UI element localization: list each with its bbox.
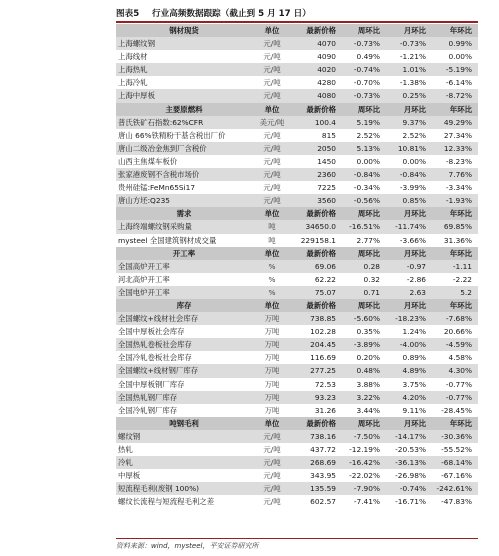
table-row xyxy=(116,469,478,482)
unit-cell: 元/吨 xyxy=(252,456,292,469)
wow-change: -5.60% xyxy=(342,312,386,325)
column-header: 周环比 xyxy=(342,24,386,37)
yoy-change: -68.14% xyxy=(432,456,478,469)
row-label: 上海终端螺纹钢采购量 xyxy=(116,220,252,233)
unit-cell: 万吨 xyxy=(252,312,292,325)
yoy-change: -8.72% xyxy=(432,89,478,102)
table-row xyxy=(116,50,478,63)
table-row xyxy=(116,220,478,233)
wow-change: 3.88% xyxy=(356,379,380,389)
table-row xyxy=(116,443,478,456)
table-row xyxy=(116,155,478,168)
wow-change: -0.73% xyxy=(342,37,386,50)
row-label: 全国冷轧卷板社会库存 xyxy=(118,353,192,363)
yoy-change: 49.29% xyxy=(432,116,478,129)
row-label: 全国高炉开工率 xyxy=(116,260,252,273)
mom-change: -26.98% xyxy=(395,471,426,481)
mom-change: 0.89% xyxy=(402,353,426,363)
column-header: 最新价格 xyxy=(292,417,342,430)
yoy-change: 0.99% xyxy=(432,37,478,50)
row-label: 上海冷轧 xyxy=(118,78,148,88)
latest-value: 72.53 xyxy=(314,379,336,389)
row-label: 上海螺纹钢 xyxy=(116,37,252,50)
yoy-change: 69.85% xyxy=(432,220,478,233)
unit-cell: 元/吨 xyxy=(263,52,281,62)
table-row xyxy=(116,168,478,181)
wow-change: -16.42% xyxy=(342,456,386,469)
latest-value: 4070 xyxy=(292,37,342,50)
table-row xyxy=(116,273,478,286)
table-row xyxy=(116,364,478,377)
row-label: 上海线材 xyxy=(118,52,148,62)
section-header-row xyxy=(116,103,478,116)
yoy-change: -0.77% xyxy=(432,391,478,404)
row-label: 全国中厚板社会库存 xyxy=(118,327,185,337)
table-row xyxy=(116,391,478,404)
latest-value: 437.72 xyxy=(310,445,336,454)
mom-change: -16.71% xyxy=(395,497,426,507)
column-header: 单位 xyxy=(252,103,292,116)
mom-change: -2.86 xyxy=(406,274,426,284)
table-row xyxy=(116,129,478,142)
latest-value: 31.26 xyxy=(314,405,336,415)
table-row xyxy=(116,351,478,364)
mom-change: -20.53% xyxy=(395,445,426,454)
wow-change: -16.51% xyxy=(342,220,386,233)
latest-value: 738.85 xyxy=(292,312,342,325)
latest-value: 2360 xyxy=(292,168,342,181)
row-label: 冷轧 xyxy=(116,456,252,469)
yoy-change: -3.34% xyxy=(445,183,472,193)
unit-cell: 万吨 xyxy=(252,338,292,351)
wow-change: -0.56% xyxy=(342,194,386,207)
latest-value: 602.57 xyxy=(310,497,336,507)
table-row xyxy=(116,482,478,495)
section-header-row xyxy=(116,24,478,37)
column-header: 单位 xyxy=(252,299,292,312)
unit-cell: 元/吨 xyxy=(252,430,292,443)
unit-cell: 万吨 xyxy=(264,379,280,389)
yoy-change: -6.14% xyxy=(445,78,472,88)
mom-change: 3.75% xyxy=(402,379,426,389)
table-row xyxy=(116,456,478,469)
mom-change: -1.38% xyxy=(399,78,426,88)
row-label: 贵州硅锰:FeMn65Si17 xyxy=(118,183,196,193)
unit-cell: 元/吨 xyxy=(263,497,281,507)
latest-value: 204.45 xyxy=(292,338,342,351)
unit-cell: 万吨 xyxy=(252,364,292,377)
mom-change: -0.73% xyxy=(386,37,432,50)
mom-change: 0.00% xyxy=(402,156,426,166)
yoy-change: -8.23% xyxy=(445,156,472,166)
latest-value: 1450 xyxy=(317,156,336,166)
row-label: 螺纹长流程与短流程毛利之差 xyxy=(118,497,215,507)
wow-change: 0.48% xyxy=(342,364,386,377)
yoy-change: 27.34% xyxy=(443,130,472,140)
wow-change: 0.35% xyxy=(356,327,380,337)
table-row xyxy=(116,63,478,76)
column-header: 周环比 xyxy=(342,299,386,312)
mom-change: -3.66% xyxy=(399,235,426,245)
wow-change: -22.02% xyxy=(349,471,380,481)
column-header: 周环比 xyxy=(342,103,386,116)
wow-change: 0.20% xyxy=(356,353,380,363)
table-row xyxy=(116,116,478,129)
column-header: 月环比 xyxy=(386,24,432,37)
mom-change: -14.17% xyxy=(386,430,432,443)
unit-cell: 元/吨 xyxy=(263,183,281,193)
table-row xyxy=(116,89,478,102)
unit-cell: 万吨 xyxy=(252,391,292,404)
column-header: 月环比 xyxy=(386,207,432,220)
latest-value: 815 xyxy=(321,130,336,140)
table-row xyxy=(116,37,478,50)
mom-change: 9.11% xyxy=(402,405,426,415)
wow-change: 0.71 xyxy=(342,286,386,299)
yoy-change: 20.66% xyxy=(443,327,472,337)
wow-change: 0.32 xyxy=(363,274,380,284)
mom-change: 4.89% xyxy=(386,364,432,377)
wow-change: -7.41% xyxy=(353,497,380,507)
yoy-change: -1.11 xyxy=(432,260,478,273)
yoy-change: 5.2 xyxy=(432,286,478,299)
section-header-row xyxy=(116,299,478,312)
wow-change: 0.00% xyxy=(356,156,380,166)
mom-change: -11.74% xyxy=(386,220,432,233)
yoy-change: -242.61% xyxy=(432,482,478,495)
row-label: 上海中厚板 xyxy=(116,89,252,102)
section-title: 库存 xyxy=(116,299,252,312)
yoy-change: -7.68% xyxy=(432,312,478,325)
yoy-change: -47.83% xyxy=(441,497,472,507)
unit-cell: % xyxy=(268,274,276,284)
mom-change: -36.13% xyxy=(386,456,432,469)
wow-change: 0.28 xyxy=(342,260,386,273)
table-row xyxy=(116,378,478,391)
table-row xyxy=(116,404,478,417)
column-header: 最新价格 xyxy=(292,247,342,260)
table-row xyxy=(116,325,478,338)
unit-cell: 元/吨 xyxy=(252,63,292,76)
row-label: 螺纹钢 xyxy=(116,430,252,443)
yoy-change: -30.36% xyxy=(432,430,478,443)
table-body xyxy=(116,24,478,508)
latest-value: 93.23 xyxy=(292,391,342,404)
mom-change: 2.52% xyxy=(402,130,426,140)
row-label: 唐山二级冶金焦到厂含税价 xyxy=(116,142,252,155)
unit-cell: 元/吨 xyxy=(252,142,292,155)
unit-cell: 元/吨 xyxy=(252,89,292,102)
unit-cell: 元/吨 xyxy=(263,445,281,454)
row-label: mysteel 全国建筑钢材成交量 xyxy=(118,235,217,245)
unit-cell: 吨 xyxy=(252,220,292,233)
table-row xyxy=(116,430,478,443)
wow-change: 3.22% xyxy=(342,391,386,404)
wow-change: -12.19% xyxy=(349,445,380,454)
column-header: 单位 xyxy=(252,207,292,220)
row-label: 全国电炉开工率 xyxy=(116,286,252,299)
wow-change: 2.77% xyxy=(356,235,380,245)
unit-cell: 元/吨 xyxy=(252,482,292,495)
unit-cell: 吨 xyxy=(268,235,276,245)
unit-cell: 美元/吨 xyxy=(252,116,292,129)
row-label: 全国螺纹+线材钢厂库存 xyxy=(116,364,252,377)
table-row xyxy=(116,194,478,207)
wow-change: 2.52% xyxy=(356,130,380,140)
column-header: 年环比 xyxy=(432,299,478,312)
figure-title-text: 行业高频数据跟踪（截止到 5 月 17 日） xyxy=(152,9,311,19)
latest-value: 3560 xyxy=(292,194,342,207)
mom-change: 9.37% xyxy=(386,116,432,129)
yoy-change: -55.52% xyxy=(441,445,472,454)
column-header: 周环比 xyxy=(342,417,386,430)
row-label: 全国中厚板钢厂库存 xyxy=(118,379,185,389)
table-row xyxy=(116,181,478,194)
latest-value: 116.69 xyxy=(310,353,336,363)
row-label: 全国热轧卷板社会库存 xyxy=(116,338,252,351)
column-header: 年环比 xyxy=(432,207,478,220)
row-label: 山西主焦煤车板价 xyxy=(118,156,178,166)
unit-cell: 万吨 xyxy=(264,353,280,363)
table-row xyxy=(116,142,478,155)
unit-cell: 元/吨 xyxy=(263,130,281,140)
column-header: 最新价格 xyxy=(292,24,342,37)
yoy-change: -1.93% xyxy=(432,194,478,207)
latest-value: 69.06 xyxy=(292,260,342,273)
row-label: 河北高炉开工率 xyxy=(118,274,170,284)
section-title: 吨钢毛利 xyxy=(116,417,252,430)
column-header: 年环比 xyxy=(432,24,478,37)
wow-change: -0.34% xyxy=(353,183,380,193)
footer-rule xyxy=(116,538,478,539)
unit-cell: 元/吨 xyxy=(263,78,281,88)
mom-change: -3.99% xyxy=(399,183,426,193)
row-label: 唐山方坯:Q235 xyxy=(116,194,252,207)
mom-change: 4.20% xyxy=(386,391,432,404)
latest-value: 277.25 xyxy=(292,364,342,377)
table-row xyxy=(116,312,478,325)
section-header-row xyxy=(116,417,478,430)
mom-change: -0.74% xyxy=(386,482,432,495)
wow-change: -0.74% xyxy=(342,63,386,76)
latest-value: 4280 xyxy=(317,78,336,88)
latest-value: 343.95 xyxy=(310,471,336,481)
row-label: 普氏铁矿石指数:62%CFR xyxy=(116,116,252,129)
unit-cell: 元/吨 xyxy=(252,37,292,50)
latest-value: 135.59 xyxy=(292,482,342,495)
latest-value: 268.69 xyxy=(292,456,342,469)
mom-change: 0.85% xyxy=(386,194,432,207)
latest-value: 7225 xyxy=(317,183,336,193)
row-label: 热轧 xyxy=(118,445,133,454)
latest-value: 34650.0 xyxy=(292,220,342,233)
unit-cell: % xyxy=(252,260,292,273)
unit-cell: % xyxy=(252,286,292,299)
wow-change: 5.19% xyxy=(342,116,386,129)
yoy-change: -0.77% xyxy=(445,379,472,389)
row-label: 全国冷轧钢厂库存 xyxy=(118,405,178,415)
latest-value: 4020 xyxy=(292,63,342,76)
section-title: 需求 xyxy=(116,207,252,220)
yoy-change: -4.59% xyxy=(432,338,478,351)
column-header: 周环比 xyxy=(342,247,386,260)
column-header: 最新价格 xyxy=(292,207,342,220)
figure-title xyxy=(116,7,311,19)
data-table xyxy=(116,24,478,508)
yoy-change: 0.00% xyxy=(448,52,472,62)
unit-cell: 万吨 xyxy=(264,327,280,337)
row-label: 张家港废钢不含税市场价 xyxy=(116,168,252,181)
title-rule xyxy=(116,21,478,23)
column-header: 周环比 xyxy=(342,207,386,220)
column-header: 年环比 xyxy=(432,417,478,430)
wow-change: -7.50% xyxy=(342,430,386,443)
unit-cell: 元/吨 xyxy=(252,194,292,207)
wow-change: -3.89% xyxy=(342,338,386,351)
wow-change: 0.49% xyxy=(356,52,380,62)
yoy-change: 4.30% xyxy=(432,364,478,377)
latest-value: 2050 xyxy=(292,142,342,155)
section-title: 钢材现货 xyxy=(116,24,252,37)
yoy-change: -5.19% xyxy=(432,63,478,76)
column-header: 最新价格 xyxy=(292,299,342,312)
mom-change: 1.24% xyxy=(402,327,426,337)
table-row xyxy=(116,495,478,508)
mom-change: -0.84% xyxy=(386,168,432,181)
latest-value: 229158.1 xyxy=(300,235,336,245)
section-header-row xyxy=(116,247,478,260)
row-label: 中厚板 xyxy=(118,471,141,481)
latest-value: 62.22 xyxy=(314,274,336,284)
column-header: 单位 xyxy=(252,417,292,430)
section-header-row xyxy=(116,207,478,220)
latest-value: 4090 xyxy=(317,52,336,62)
mom-change: -1.21% xyxy=(399,52,426,62)
mom-change: -0.97 xyxy=(386,260,432,273)
column-header: 年环比 xyxy=(432,103,478,116)
table-row xyxy=(116,260,478,273)
wow-change: -0.84% xyxy=(342,168,386,181)
mom-change: 0.25% xyxy=(386,89,432,102)
source-note: 资料来源：wind，mysteel，平安证券研究所 xyxy=(116,542,259,550)
yoy-change: 12.33% xyxy=(432,142,478,155)
column-header: 月环比 xyxy=(386,247,432,260)
wow-change: -7.90% xyxy=(342,482,386,495)
mom-change: -4.00% xyxy=(386,338,432,351)
yoy-change: 4.58% xyxy=(448,353,472,363)
yoy-change: 31.36% xyxy=(443,235,472,245)
table-row xyxy=(116,338,478,351)
yoy-change: -28.45% xyxy=(441,405,472,415)
latest-value: 738.16 xyxy=(292,430,342,443)
column-header: 年环比 xyxy=(432,247,478,260)
column-header: 月环比 xyxy=(386,299,432,312)
unit-cell: 元/吨 xyxy=(263,471,281,481)
mom-change: -18.23% xyxy=(386,312,432,325)
yoy-change: -67.16% xyxy=(441,471,472,481)
column-header: 单位 xyxy=(252,247,292,260)
table-row xyxy=(116,286,478,299)
wow-change: 3.44% xyxy=(356,405,380,415)
column-header: 月环比 xyxy=(386,417,432,430)
unit-cell: 元/吨 xyxy=(252,168,292,181)
section-title: 主要原燃料 xyxy=(116,103,252,116)
wow-change: -0.70% xyxy=(353,78,380,88)
wow-change: 5.13% xyxy=(342,142,386,155)
section-title: 开工率 xyxy=(116,247,252,260)
row-label: 全国螺纹+线材社会库存 xyxy=(116,312,252,325)
latest-value: 100.4 xyxy=(292,116,342,129)
unit-cell: 万吨 xyxy=(264,405,280,415)
column-header: 最新价格 xyxy=(292,103,342,116)
figure-label: 图表5 xyxy=(116,9,140,19)
row-label: 短流程毛利(废钢 100%) xyxy=(116,482,252,495)
mom-change: 1.01% xyxy=(386,63,432,76)
column-header: 月环比 xyxy=(386,103,432,116)
latest-value: 75.07 xyxy=(292,286,342,299)
column-header: 单位 xyxy=(252,24,292,37)
yoy-change: -2.22 xyxy=(452,274,472,284)
latest-value: 4080 xyxy=(292,89,342,102)
row-label: 唐山 66%铁精粉干基含税出厂价 xyxy=(118,130,226,140)
table-row xyxy=(116,76,478,89)
row-label: 全国热轧钢厂库存 xyxy=(116,391,252,404)
mom-change: 2.63 xyxy=(386,286,432,299)
wow-change: -0.73% xyxy=(342,89,386,102)
row-label: 上海热轧 xyxy=(116,63,252,76)
yoy-change: 7.76% xyxy=(432,168,478,181)
latest-value: 102.28 xyxy=(310,327,336,337)
table-row xyxy=(116,234,478,247)
mom-change: 10.81% xyxy=(386,142,432,155)
unit-cell: 元/吨 xyxy=(263,156,281,166)
